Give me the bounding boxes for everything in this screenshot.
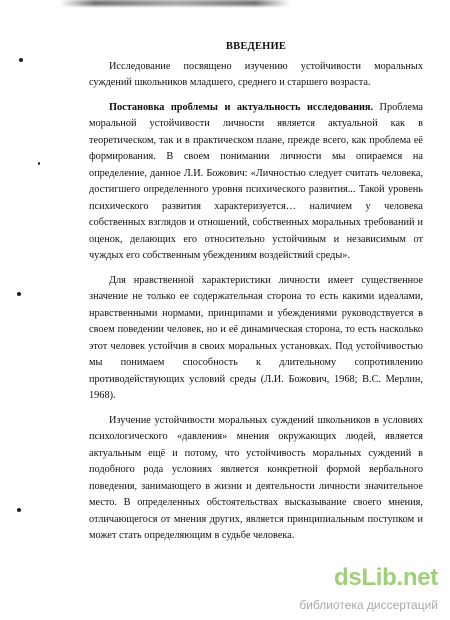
watermark-logo: dsLib.net [334, 564, 438, 591]
dslib-watermark [288, 564, 438, 612]
intro-paragraph: Исследование посвящено изучению устойчивости моральных суждений школьников младшего, среднего и старшего возраста. [89, 60, 423, 88]
problem-lead: Постановка проблемы и актуальность исследования. [109, 101, 374, 113]
section-heading: ВВЕДЕНИЕ [225, 41, 287, 52]
watermark-subtitle: библиотека диссертаций [299, 598, 438, 612]
scan-mark [19, 58, 23, 62]
scan-artifact-top [60, 0, 290, 6]
scan-mark [38, 162, 40, 165]
paragraph-4: Изучение устойчивости моральных суждений школьников в условиях психологического «давления» мнения окружающих людей, является актуальным ещё и потому, что устойчивость моральных суждений в подобного рода условиях является конкретной формой вербального поведения, занимающего в жизни и деятельности личности значительное место. В определенных обстоятельствах высказывание своего мнения, отличающегося от мнения других, является принципиальным поступком и может стать определяющим в судьбе человека. [89, 414, 423, 541]
problem-paragraph [89, 100, 423, 265]
scan-mark [17, 508, 21, 512]
scan-mark [17, 292, 21, 296]
problem-text: Проблема моральной устойчивости личности является актуальной как в теоретическом, так и в практическом плане, прежде всего, как проблема её формирования. В своем понимании личности мы опираемся на определение, данное Л.И. Божович: «Личностью следует считать человека, достигшего определенного уровня психического развития... Такой уровень психического развития характеризуется… наличием у человека собственных взглядов и отношений, собственных моральных требований и оценок, делающих его относительно устойчивым и независимым от чуждых его собственным убеждениям воздействий среды». [89, 101, 424, 261]
paragraph-3: Для нравственной характеристики личности имеет существенное значение не только ее содержательная сторона то есть какими идеалами, нравственными нормами, принципами и убеждениями руководствуется в своем поведении человек, но и её динамическая сторона, то есть насколько этот человек устойчив в своих моральных установках. Под устойчивостью мы понимаем способность к длительному сопротивлению противодействующих условий среды (Л.И. Божович, 1968; В.С. Мерлин, 1968). [89, 274, 423, 401]
document-body [89, 39, 423, 547]
